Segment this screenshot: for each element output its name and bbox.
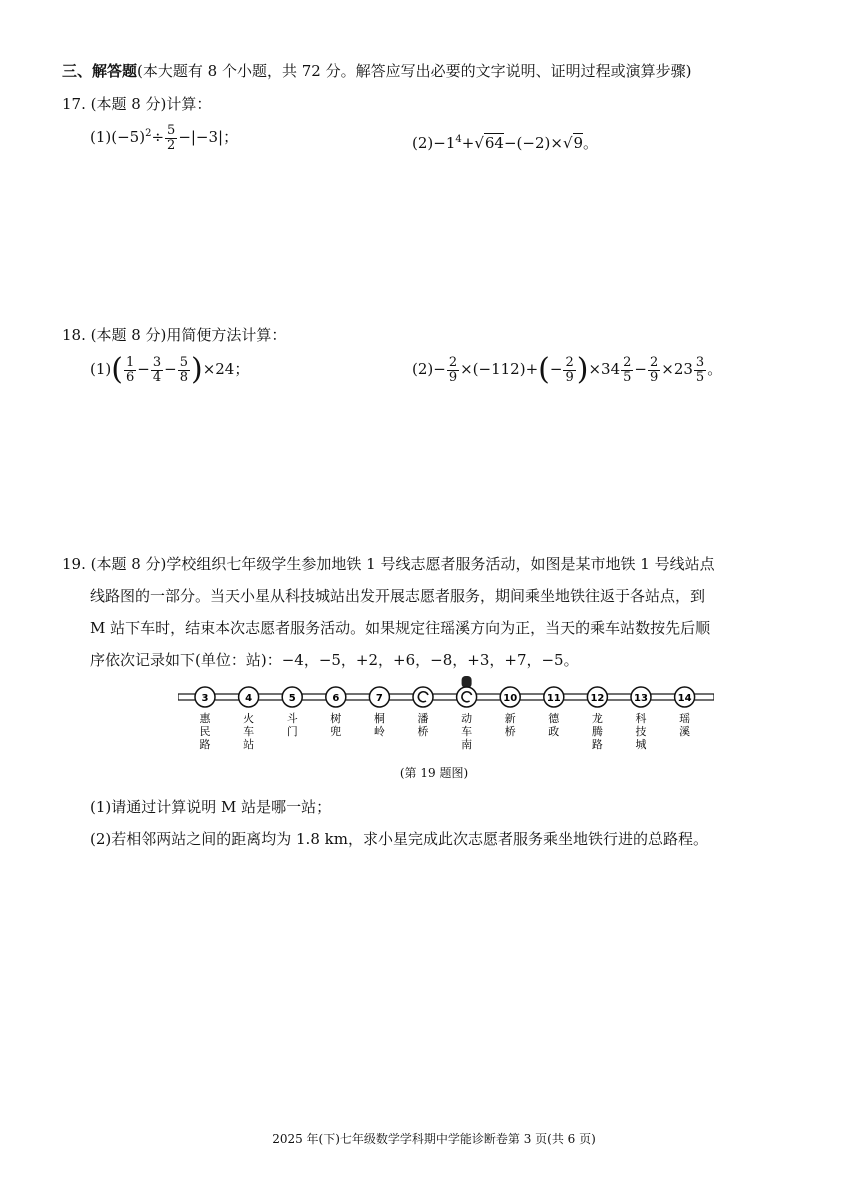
operator: − <box>549 360 563 378</box>
q19-line2: 线路图的一部分。当天小星从科技城站出发开展志愿者服务，期间乘坐地铁往返于各站点，到 <box>90 587 706 605</box>
q17-part2: $(2)-1^4+√64-(-2)\times√9$。 <box>412 134 599 152</box>
mixed-fraction <box>621 356 633 384</box>
station-name-char: 车 <box>461 725 473 738</box>
station-name-char: 动 <box>461 712 473 725</box>
numerator: 2 <box>448 354 458 370</box>
station-name-char: 路 <box>591 738 603 751</box>
station-number: 12 <box>590 693 605 704</box>
right-paren: ) <box>576 352 589 387</box>
operator: − <box>634 360 647 378</box>
section-note: (本大题有 8 个小题，共 72 分。解答应写出必要的文字说明、证明过程或演算步骤) <box>137 62 692 80</box>
left-paren: ( <box>111 352 123 387</box>
station-transfer-5 <box>413 687 433 738</box>
q19-sub2: (2)若相邻两站之间的距离均为 1.8 km，求小星完成此次志愿者服务乘坐地铁行进的总路程。 <box>90 830 708 848</box>
expr: ×34 <box>588 360 621 378</box>
fraction <box>447 356 459 384</box>
q17-part1 <box>90 124 238 152</box>
fraction <box>563 356 575 384</box>
station-name-char: 民 <box>199 725 211 738</box>
station-name-char: 瑶 <box>679 712 691 725</box>
denominator: 6 <box>125 369 135 385</box>
station-name-char: 新 <box>504 712 516 725</box>
fraction <box>124 356 136 384</box>
part-label: (2) <box>412 360 434 378</box>
station-name-char: 政 <box>548 725 560 738</box>
station-circle <box>457 687 477 707</box>
part-label: (1) <box>90 360 112 378</box>
operator: ÷ <box>151 128 165 147</box>
station-name-char: 腾 <box>591 725 603 738</box>
station-11 <box>544 687 564 738</box>
q19-sub1: (1)请通过计算说明 M 站是哪一站； <box>90 798 332 816</box>
operator: + <box>461 134 475 152</box>
denominator: 9 <box>565 369 574 385</box>
part-label: (2) <box>412 134 434 152</box>
station-name-char: 溪 <box>679 725 691 738</box>
station-circle <box>413 687 433 707</box>
mixed-fraction <box>694 356 706 384</box>
station-name-char: 岭 <box>373 725 385 738</box>
fraction <box>648 356 660 384</box>
numerator: 2 <box>649 354 659 370</box>
radicand: 64 <box>484 134 504 152</box>
station-name-char: 惠 <box>199 712 211 725</box>
expr: (−5) <box>111 128 146 147</box>
station-name-char: 站 <box>243 738 255 751</box>
station-name-char: 龙 <box>591 712 603 725</box>
station-name-char: 南 <box>461 738 473 751</box>
fraction <box>178 356 190 384</box>
station-name-char: 路 <box>199 738 211 751</box>
station-number: 13 <box>634 693 648 704</box>
station-4 <box>239 687 259 751</box>
station-number: 6 <box>332 693 340 704</box>
numerator: 5 <box>167 123 176 138</box>
numerator: 3 <box>695 354 705 370</box>
expr: ×23 <box>661 360 693 378</box>
figure-caption: (第 19 题图) <box>399 766 469 780</box>
q19-line3: M 站下车时，结束本次志愿者服务活动。如果规定往瑶溪方向为正，当天的乘车站数按先后顺 <box>90 619 711 637</box>
station-13 <box>631 687 651 751</box>
expr: −(−2)× <box>503 134 563 152</box>
left-paren: ( <box>538 352 550 387</box>
numerator: 3 <box>152 354 162 370</box>
station-transfer-6 <box>457 676 477 751</box>
fraction <box>165 124 177 152</box>
station-name-char: 车 <box>243 725 255 738</box>
station-name-char: 科 <box>635 712 647 725</box>
section-heading-label: 三、解答题 <box>62 62 138 80</box>
station-name-char: 树 <box>330 712 342 725</box>
current-position-marker <box>462 676 472 688</box>
punct: 。 <box>707 360 723 378</box>
station-12 <box>587 687 607 751</box>
q18-title: 18. (本题 8 分)用简便方法计算： <box>62 326 287 344</box>
fraction <box>151 356 163 384</box>
denominator: 5 <box>695 369 705 385</box>
station-number: 5 <box>288 693 296 704</box>
expr: −1 <box>433 134 456 152</box>
station-6 <box>326 687 346 738</box>
section-heading <box>62 60 691 81</box>
station-name-char: 桥 <box>504 725 516 738</box>
exponent: 2 <box>145 128 152 140</box>
station-number: 11 <box>546 693 561 704</box>
station-number: 7 <box>375 693 383 704</box>
station-14 <box>675 687 695 738</box>
station-10 <box>500 687 520 738</box>
station-5 <box>282 687 302 738</box>
numerator: 5 <box>179 354 188 370</box>
denominator: 4 <box>152 369 162 385</box>
station-name-char: 桥 <box>417 725 429 738</box>
station-name-char: 城 <box>635 738 647 751</box>
station-name-char: 技 <box>635 725 647 738</box>
q18-part2 <box>412 352 723 387</box>
denominator: 2 <box>167 137 176 153</box>
station-7 <box>369 687 389 738</box>
station-number: 4 <box>245 693 253 704</box>
punct: 。 <box>583 134 599 152</box>
numerator: 2 <box>565 354 574 370</box>
expr: ×(−112)+ <box>460 360 539 378</box>
station-name-char: 门 <box>286 725 298 738</box>
station-3 <box>195 687 215 751</box>
q17-title: 17. (本题 8 分)计算： <box>62 95 212 113</box>
part-label: (1) <box>90 128 112 147</box>
expr: −|−3|； <box>178 128 239 147</box>
station-number: 14 <box>677 693 692 704</box>
station-name-char: 桐 <box>373 712 385 725</box>
metro-line-map <box>178 676 714 760</box>
radicand: 9 <box>573 134 584 152</box>
q19-line1: 19. (本题 8 分)学校组织七年级学生参加地铁 1 号线志愿者服务活动，如图是某市地铁 1 号线站点 <box>62 555 715 573</box>
station-number: 10 <box>503 693 518 704</box>
numerator: 2 <box>623 354 632 370</box>
operator: − <box>433 360 446 378</box>
numerator: 1 <box>125 354 135 370</box>
denominator: 8 <box>179 369 188 385</box>
operator: − <box>137 360 150 378</box>
q19-line4: 序依次记录如下(单位：站)：−4，−5，+2，+6，−8，+3，+7，−5。 <box>90 651 579 669</box>
station-name-char: 火 <box>243 712 255 725</box>
exponent: 4 <box>455 134 462 145</box>
station-name-char: 潘 <box>417 712 429 725</box>
operator: − <box>164 360 177 378</box>
expr: ×24； <box>202 360 250 378</box>
station-name-char: 兜 <box>330 725 342 738</box>
page-footer: 2025 年(下)七年级数学学科期中学能诊断卷第 3 页(共 6 页) <box>272 1132 596 1146</box>
station-name-char: 斗 <box>286 712 298 725</box>
denominator: 9 <box>448 369 458 385</box>
station-number: 3 <box>201 693 209 704</box>
station-name-char: 德 <box>548 712 560 725</box>
denominator: 9 <box>649 369 659 385</box>
right-paren: ) <box>190 352 203 387</box>
q18-part1 <box>90 352 250 387</box>
denominator: 5 <box>623 369 632 385</box>
